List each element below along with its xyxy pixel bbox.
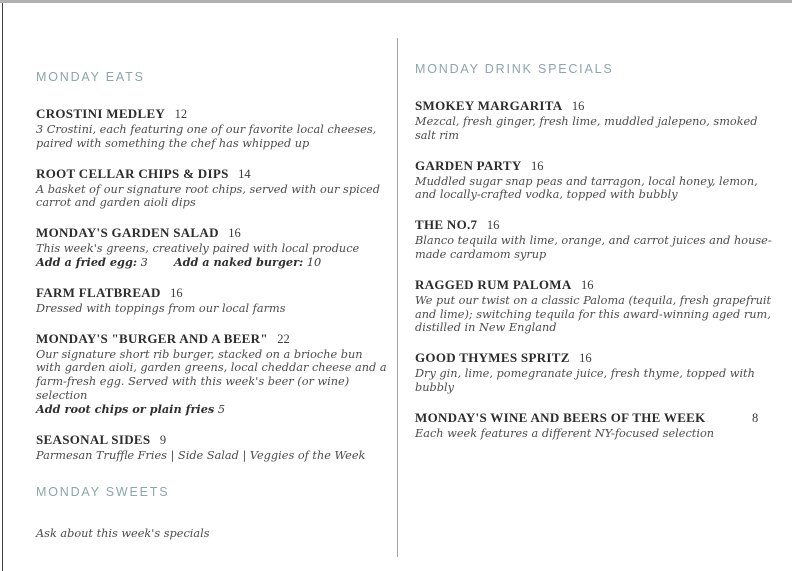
item-price: 16 — [579, 351, 592, 366]
item-description: A basket of our signature root chips, served with our spiced carrot and garden aioli dips — [36, 182, 380, 210]
item-description: Mezcal, fresh ginger, fresh lime, muddled jalepeno, smoked salt rim — [415, 115, 758, 142]
item-title — [36, 106, 390, 122]
menu-item-smokey-margarita — [415, 98, 777, 143]
item-title — [36, 166, 390, 182]
item-title — [36, 285, 390, 301]
menu-item-farm-flatbread — [36, 285, 390, 316]
drinks-heading: MONDAY DRINK SPECIALS — [415, 62, 614, 76]
drinks-section — [415, 62, 777, 456]
item-price: 14 — [238, 166, 251, 181]
menu-item-garden-salad — [36, 225, 390, 270]
menu-item-wine-beers-of-week — [415, 410, 777, 441]
item-name: CROSTINI MEDLEY — [36, 106, 166, 121]
item-price: 8 — [752, 410, 759, 425]
item-price: 16 — [228, 226, 241, 241]
item-description: This week's greens, creatively paired with local produce — [36, 242, 360, 256]
sweets-note: Ask about this week's specials — [36, 527, 210, 540]
item-description: 3 Crostini, each featuring one of our favorite local cheeses, paired with something the chef has whipped up — [36, 123, 377, 150]
item-addons — [36, 256, 390, 270]
item-title — [415, 158, 777, 174]
item-name: GOOD THYMES SPRITZ — [415, 350, 570, 366]
item-title — [36, 225, 390, 241]
addon-fried-egg: Add a fried egg: 3 — [36, 254, 148, 269]
item-title — [415, 410, 777, 426]
menu-item-crostini-medley — [36, 106, 390, 151]
item-price: 12 — [174, 107, 188, 121]
item-addons — [36, 403, 390, 417]
item-description: Muddled sugar snap peas and tarragon, local honey, lemon, and locally-crafted vodka, topped with bubbly — [415, 174, 758, 202]
menu-item-ragged-rum-paloma — [415, 277, 777, 335]
item-description: Dressed with toppings from our local farms — [36, 301, 286, 315]
item-name: MONDAY'S "BURGER AND A BEER" — [36, 330, 268, 346]
item-name: MONDAY'S WINE AND BEERS OF THE WEEK — [415, 409, 706, 425]
item-name: FARM FLATBREAD — [36, 284, 161, 300]
eats-heading: MONDAY EATS — [36, 70, 145, 84]
menu-item-the-no7 — [415, 217, 777, 262]
menu-item-seasonal-sides — [36, 432, 390, 463]
item-description: Parmesan Truffle Fries | Side Salad | Veggies of the Week — [36, 448, 366, 462]
item-price: 16 — [170, 285, 183, 300]
item-description: Each week features a different NY-focused selection — [415, 426, 715, 440]
item-title — [415, 277, 777, 293]
item-name: SEASONAL SIDES — [36, 431, 151, 447]
item-name: GARDEN PARTY — [415, 157, 522, 173]
item-name: ROOT CELLAR CHIPS & DIPS — [36, 165, 229, 181]
addon-root-chips-fries: Add root chips or plain fries 5 — [36, 401, 226, 416]
item-price: 9 — [159, 432, 167, 447]
item-name: THE NO.7 — [415, 217, 478, 233]
item-description: Blanco tequila with lime, orange, and carrot juices and house-made cardamom syrup — [415, 234, 772, 261]
item-description: Dry gin, lime, pomegranate juice, fresh thyme, topped with bubbly — [415, 367, 755, 394]
page-left-border — [2, 3, 3, 571]
item-price: 22 — [277, 331, 290, 346]
item-price: 16 — [531, 158, 544, 173]
menu-item-good-thymes-spritz — [415, 350, 777, 395]
sweets-section — [36, 485, 390, 541]
item-title — [415, 98, 777, 114]
item-title — [415, 350, 777, 366]
item-title — [36, 432, 390, 448]
item-description: Our signature short rib burger, stacked on a brioche bun with garden aioli, garden greens, local cheddar cheese and a farm-fresh egg. Served with this week's beer (or wine) selection — [36, 347, 387, 402]
addon-naked-burger: Add a naked burger: 10 — [173, 254, 322, 269]
sweets-heading: MONDAY SWEETS — [36, 485, 170, 499]
item-price: 16 — [571, 99, 585, 113]
item-title — [415, 217, 777, 233]
eats-section — [36, 70, 390, 477]
item-name: RAGGED RUM PALOMA — [415, 276, 572, 292]
item-description: We put our twist on a classic Paloma (tequila, fresh grapefruit and lime); switching tequila for this award-winning aged rum, distilled in New England — [415, 293, 772, 335]
menu-item-garden-party — [415, 158, 777, 203]
item-price: 16 — [486, 218, 500, 233]
item-price: 16 — [580, 277, 594, 292]
item-name: SMOKEY MARGARITA — [415, 98, 563, 113]
menu-item-root-cellar-chips — [36, 166, 390, 211]
item-name: MONDAY'S GARDEN SALAD — [36, 225, 219, 241]
window-top-edge — [0, 0, 792, 3]
item-title — [36, 331, 390, 347]
column-divider-line — [397, 38, 398, 557]
menu-item-burger-and-beer — [36, 331, 390, 417]
